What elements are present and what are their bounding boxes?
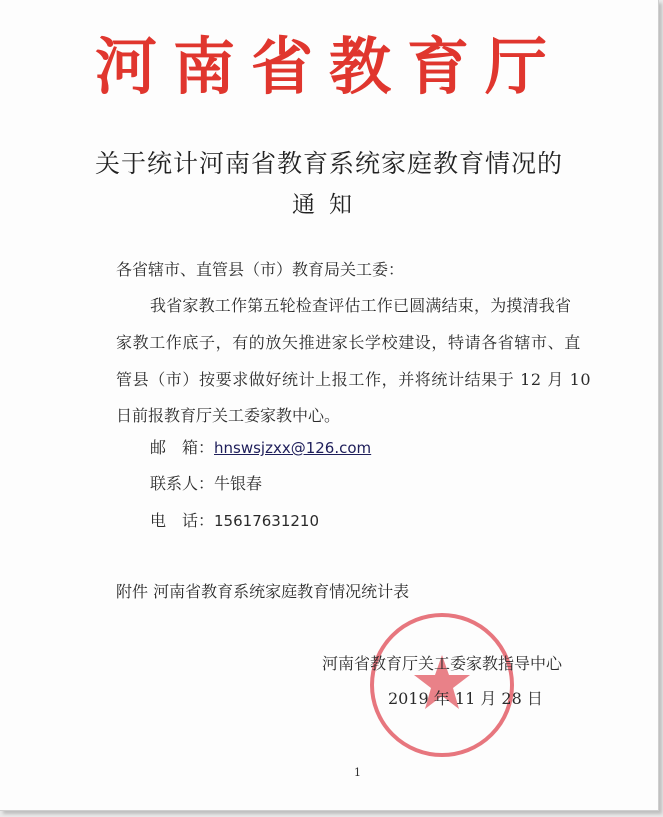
phone-row: [150, 513, 319, 529]
phone-number: 15617631210: [214, 512, 319, 530]
date: 2019 年 11 月 28 日: [388, 689, 543, 708]
attachment-line: 附件 河南省教育系统家庭教育情况统计表: [116, 582, 410, 601]
contact-label: 联系人：: [150, 474, 215, 493]
body-line-4: 日前报教育厅关工委家教中心。: [116, 406, 341, 425]
notice-title-line2: 通知: [292, 192, 366, 218]
contact-row: [150, 476, 262, 492]
phone-label: 电 话：: [150, 511, 215, 530]
page-number: 1: [354, 766, 361, 779]
body-line-2: 家教工作底子，有的放矢推进家长学校建设，特请各省辖市、直: [116, 333, 581, 352]
signer: 河南省教育厅关工委家教指导中心: [322, 654, 563, 673]
email-link[interactable]: hnswsjzxx@126.com: [214, 439, 372, 457]
email-row: [150, 440, 371, 456]
document-header: 河南省教育厅: [94, 30, 563, 103]
salutation: 各省辖市、直管县（市）教育局关工委：: [116, 260, 405, 279]
body-line-3: 管县（市）按要求做好统计上报工作，并将统计结果于 12 月 10: [116, 370, 592, 389]
email-label: 邮 箱：: [150, 438, 215, 457]
contact-name: 牛银春: [214, 474, 263, 493]
body-line-1: 我省家教工作第五轮检查评估工作已圆满结束，为摸清我省: [150, 296, 572, 315]
official-seal-stamp: [368, 611, 516, 759]
notice-title-line1: 关于统计河南省教育系统家庭教育情况的: [94, 149, 563, 178]
